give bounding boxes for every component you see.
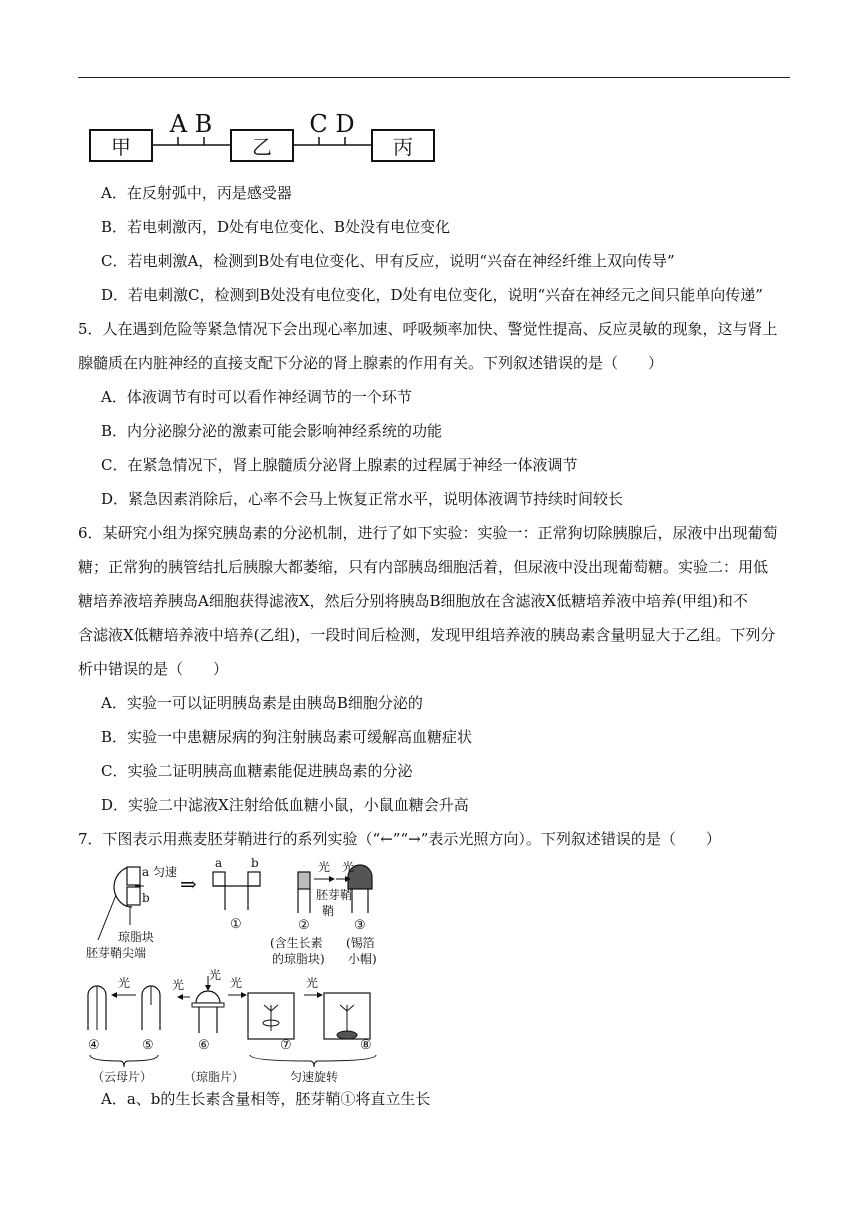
figure-group-1 xyxy=(213,856,260,932)
q7-stem: 7．下图表示用燕麦胚芽鞘进行的系列实验（“←”“→”表示光照方向）。下列叙述错误的是（ ） xyxy=(78,830,721,848)
label-tin-cap-1: (锡箔 xyxy=(346,936,375,950)
num-4: ④ xyxy=(88,1038,100,1053)
q6-stem-line3: 糖培养液培养胰岛A细胞获得滤液X，然后分别将胰岛B细胞放在含滤液X低糖培养液中培养(甲组)和不 xyxy=(78,592,748,610)
box-jia: 甲 xyxy=(111,135,131,159)
figure-group-2-3 xyxy=(270,859,377,966)
light-label-6: 光 xyxy=(209,968,222,982)
figure-group-7-8 xyxy=(228,975,376,1084)
header-rule xyxy=(78,77,790,78)
double-arrow: ⇒ xyxy=(180,872,197,896)
q5-option-b: B．内分泌腺分泌的激素可能会影响神经系统的功能 xyxy=(101,422,443,440)
light-label-4: 光 xyxy=(118,976,131,990)
light-label-3: 光 xyxy=(342,860,355,874)
num-6: ⑥ xyxy=(198,1038,210,1053)
q5-option-d: D．紧急因素消除后，心率不会马上恢复正常水平，说明体液调节持续时间较长 xyxy=(101,490,624,508)
q6-option-c: C．实验二证明胰高血糖素能促进胰岛素的分泌 xyxy=(101,762,413,780)
q6-stem-line1: 6．某研究小组为探究胰岛素的分泌机制，进行了如下实验：实验一：正常狗切除胰腺后，尿液中出现葡萄 xyxy=(78,524,778,542)
q6-option-a: A．实验一可以证明胰岛素是由胰岛B细胞分泌的 xyxy=(101,694,423,712)
num-5: ⑤ xyxy=(142,1038,154,1053)
label-mica: （云母片） xyxy=(92,1070,153,1084)
q5-stem-line2: 腺髓质在内脏神经的直接支配下分泌的肾上腺素的作用有关。下列叙述错误的是（ ） xyxy=(78,354,664,372)
q5-stem-line1: 5．人在遇到危险等紧急情况下会出现心率加速、呼吸频率加快、警觉性提高、反应灵敏的现象，这与肾上 xyxy=(78,320,778,338)
q4-option-a: A．在反射弧中，丙是感受器 xyxy=(101,184,292,202)
label-b-top: b xyxy=(251,856,259,870)
light-label-7: 光 xyxy=(230,976,243,990)
q6-option-d: D．实验二中滤液X注射给低血糖小鼠，小鼠血糖会升高 xyxy=(101,796,469,814)
label-ab: A B xyxy=(169,110,213,138)
coleoptile-experiment-figure xyxy=(80,855,400,1085)
svg-text:鞘: 鞘 xyxy=(322,904,335,918)
q6-stem-line2: 糖；正常狗的胰管结扎后胰腺大都萎缩，只有内部胰岛细胞活着，但尿液中没出现葡萄糖。实验二：用低 xyxy=(78,558,769,576)
num-7: ⑦ xyxy=(280,1038,292,1053)
light-label-6b: 光 xyxy=(172,978,185,992)
figure-group-4-5 xyxy=(88,975,160,1084)
q4-option-c: C．若电刺激A，检测到B处有电位变化、甲有反应，说明“兴奋在神经纤维上双向传导” xyxy=(101,252,675,270)
label-a-top: a xyxy=(215,856,223,870)
q6-stem-line5: 析中错误的是（ ） xyxy=(78,660,229,678)
num-2: ② xyxy=(298,918,310,933)
num-8: ⑧ xyxy=(360,1038,372,1053)
box-yi: 乙 xyxy=(252,135,272,159)
figure-group-tip-agar xyxy=(86,864,197,960)
light-label-8: 光 xyxy=(306,976,319,990)
reflex-arc-diagram xyxy=(86,110,446,170)
num-1: ① xyxy=(230,917,242,932)
q4-option-d: D．若电刺激C，检测到B处没有电位变化，D处有电位变化，说明“兴奋在神经元之间只能单向传递” xyxy=(101,286,763,304)
label-uniform-rotation: 匀速旋转 xyxy=(290,1070,339,1084)
label-coleoptile-tip: 胚芽鞘尖端 xyxy=(86,946,147,960)
label-agar-block: 琼脂块 xyxy=(118,930,155,944)
q6-option-b: B．实验一中患糖尿病的狗注射胰岛素可缓解高血糖症状 xyxy=(101,728,473,746)
label-auxin-agar-2: 的琼脂块) xyxy=(272,952,325,966)
q4-option-b: B．若电刺激丙，D处有电位变化、B处没有电位变化 xyxy=(101,218,451,236)
label-a-uniform: a 匀速 xyxy=(142,865,177,879)
num-3: ③ xyxy=(354,918,366,933)
label-b-small: b xyxy=(142,891,150,905)
light-label-2: 光 xyxy=(318,860,331,874)
label-agar-sheet: （琼脂片） xyxy=(184,1070,245,1084)
box-bing: 丙 xyxy=(393,135,413,159)
label-tin-cap-2: 小帽) xyxy=(348,952,377,966)
q5-option-a: A．体液调节有时可以看作神经调节的一个环节 xyxy=(101,388,412,406)
label-cd: C D xyxy=(309,110,355,138)
q7-option-a: A．a、b的生长素含量相等，胚芽鞘①将直立生长 xyxy=(101,1090,431,1108)
q6-stem-line4: 含滤液X低糖培养液中培养(乙组)，一段时间后检测，发现甲组培养液的胰岛素含量明显大于乙组。下列分 xyxy=(78,626,776,644)
label-auxin-agar-1: (含生长素 xyxy=(270,936,323,950)
q5-option-c: C．在紧急情况下，肾上腺髓质分泌肾上腺素的过程属于神经一体液调节 xyxy=(101,456,578,474)
label-coleoptile: 胚芽鞘 xyxy=(316,888,353,902)
